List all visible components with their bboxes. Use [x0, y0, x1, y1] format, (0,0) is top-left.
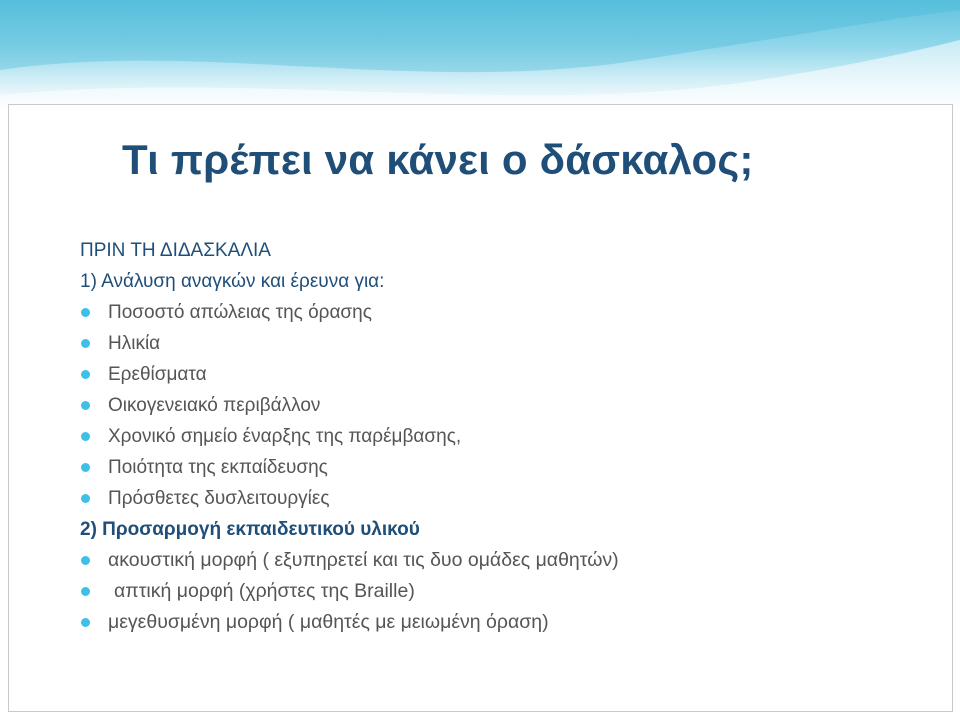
slide-title: Τι πρέπει να κάνει ο δάσκαλος;: [122, 136, 754, 183]
bullet-dot-icon: [81, 618, 90, 627]
list-item: Ποσοστό απώλειας της όρασης: [80, 297, 900, 328]
header-wave-decoration: [0, 0, 960, 120]
bullet-dot-icon: [81, 401, 90, 410]
list-item: απτική μορφή (χρήστες της Braille): [80, 576, 900, 607]
bullet-dot-icon: [81, 339, 90, 348]
section-heading-material-adaptation: 2) Προσαρμογή εκπαιδευτικού υλικού: [80, 519, 420, 540]
slide-content: [80, 235, 900, 638]
list-item: Ηλικία: [80, 328, 900, 359]
bullet-dot-icon: [81, 587, 90, 596]
bullet-dot-icon: [81, 432, 90, 441]
bullet-dot-icon: [81, 556, 90, 565]
bullet-dot-icon: [81, 463, 90, 472]
list-item: Πρόσθετες δυσλειτουργίες: [80, 483, 900, 514]
section-heading-before-teaching: ΠΡΙΝ ΤΗ ΔΙΔΑΣΚΑΛΙΑ: [80, 240, 271, 261]
bullet-dot-icon: [81, 494, 90, 503]
bullet-dot-icon: [81, 308, 90, 317]
list-item: Ποιότητα της εκπαίδευσης: [80, 452, 900, 483]
list-item: Οικογενειακό περιβάλλον: [80, 390, 900, 421]
list-item: Ερεθίσματα: [80, 359, 900, 390]
list-item: Χρονικό σημείο έναρξης της παρέμβασης,: [80, 421, 900, 452]
list-item: ακουστική μορφή ( εξυπηρετεί και τις δυο ομάδες μαθητών): [80, 545, 900, 576]
section-heading-needs-analysis: 1) Ανάλυση αναγκών και έρευνα για:: [80, 271, 385, 292]
list-item: μεγεθυσμένη μορφή ( μαθητές με μειωμένη όραση): [80, 607, 900, 638]
bullet-dot-icon: [81, 370, 90, 379]
